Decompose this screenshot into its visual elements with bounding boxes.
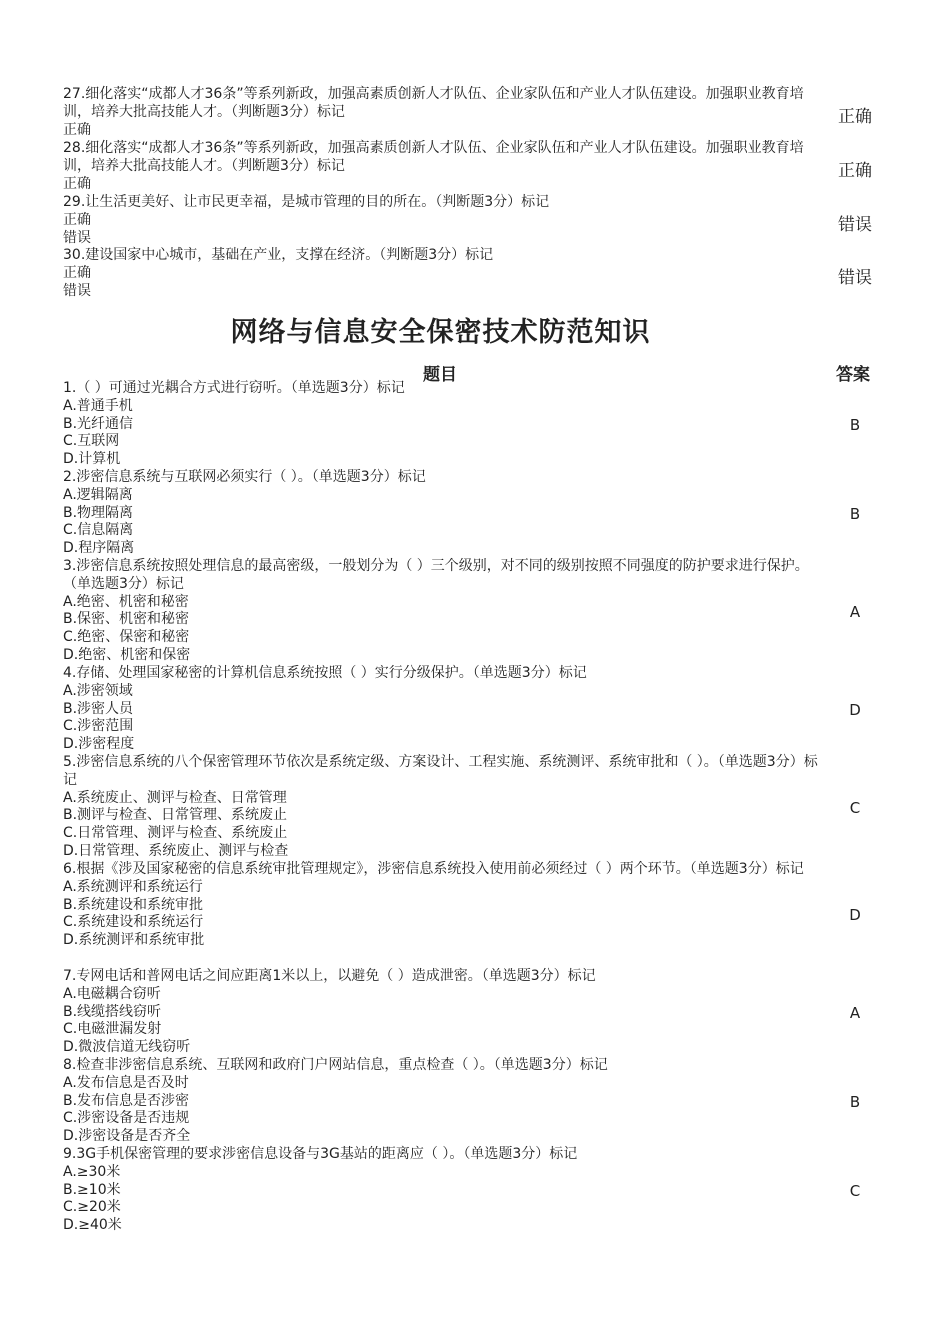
question-option: D.计算机	[63, 451, 121, 468]
question-option: B.测评与检查、日常管理、系统废止	[63, 807, 288, 824]
question-block-5	[63, 754, 818, 861]
answer-cell: D	[849, 906, 861, 924]
column-header-answer: 答案	[836, 365, 870, 385]
answer-cell: A	[849, 1004, 861, 1022]
answer-cell: C	[849, 1182, 861, 1200]
answer-cell: 正确	[838, 107, 872, 127]
question-option: D.涉密程度	[63, 736, 135, 753]
question-option: A.系统废止、测评与检查、日常管理	[63, 789, 287, 806]
answer-cell: A	[849, 603, 861, 621]
question-stem: 6.根据《涉及国家秘密的信息系统审批管理规定》，涉密信息系统投入使用前必须经过（ ）两个环节。（单选题3分）标记	[63, 861, 804, 877]
section-title: 网络与信息安全保密技术防范知识	[230, 317, 651, 348]
question-block-4	[63, 665, 818, 754]
question-option: C.涉密设备是否违规	[63, 1110, 190, 1127]
question-stem: 28.细化落实“成都人才36条”等系列新政，加强高素质创新人才队伍、企业家队伍和产业人才队伍建设。加强职业教育培训，培养大批高技能人才。（判断题3分）标记	[63, 140, 804, 174]
question-option: 正确	[63, 175, 91, 192]
question-option: D.绝密、机密和保密	[63, 646, 191, 663]
question-stem: 8.检查非涉密信息系统、互联网和政府门户网站信息，重点检查（ ）。（单选题3分）标记	[63, 1057, 608, 1073]
answer-cell: B	[849, 1093, 861, 1111]
question-stem: 27.细化落实“成都人才36条”等系列新政，加强高素质创新人才队伍、企业家队伍和产业人才队伍建设。加强职业教育培训，培养大批高技能人才。（判断题3分）标记	[63, 86, 804, 120]
question-option: A.发布信息是否及时	[63, 1074, 189, 1091]
question-option: C.信息隔离	[63, 522, 134, 539]
question-option: B.系统建设和系统审批	[63, 896, 204, 913]
question-option: B.保密、机密和秘密	[63, 611, 190, 628]
question-option: A.≥30米	[63, 1163, 121, 1180]
answer-cell: B	[849, 416, 861, 434]
question-option: A.系统测评和系统运行	[63, 878, 203, 895]
question-option: B.线缆搭线窃听	[63, 1003, 162, 1020]
question-stem: 29.让生活更美好、让市民更幸福，是城市管理的目的所在。（判断题3分）标记	[63, 194, 550, 210]
question-option: B.光纤通信	[63, 415, 134, 432]
question-block-7	[63, 968, 818, 1057]
question-option: B.≥10米	[63, 1181, 121, 1198]
question-option: A.电磁耦合窃听	[63, 985, 161, 1002]
question-block-29	[63, 194, 818, 247]
question-block-6	[63, 861, 818, 950]
question-option: 正确	[63, 264, 91, 281]
question-option: C.日常管理、测评与检查、系统废止	[63, 825, 288, 842]
answer-cell: C	[849, 799, 861, 817]
question-option: D.≥40米	[63, 1217, 122, 1234]
question-option: C.涉密范围	[63, 718, 134, 735]
question-option: A.普通手机	[63, 397, 133, 414]
question-option: D.微波信道无线窃听	[63, 1039, 191, 1056]
question-option: C.电磁泄漏发射	[63, 1021, 162, 1038]
question-option: 错误	[63, 282, 91, 299]
question-block-8	[63, 1057, 818, 1146]
question-option: D.涉密设备是否齐全	[63, 1128, 191, 1145]
answer-cell: 正确	[838, 161, 872, 181]
question-option: C.绝密、保密和秘密	[63, 629, 190, 646]
question-option: 错误	[63, 229, 91, 246]
question-block-28	[63, 140, 818, 193]
question-option: 正确	[63, 211, 91, 228]
question-option: D.程序隔离	[63, 540, 135, 557]
question-block-3	[63, 558, 818, 665]
question-option: B.发布信息是否涉密	[63, 1092, 190, 1109]
question-option: A.涉密领域	[63, 682, 133, 699]
question-block-1	[63, 380, 818, 469]
question-option: C.系统建设和系统运行	[63, 914, 204, 931]
question-stem: 9.3G手机保密管理的要求涉密信息设备与3G基站的距离应（ ）。（单选题3分）标记	[63, 1146, 578, 1162]
question-stem: 2.涉密信息系统与互联网必须实行（ ）。（单选题3分）标记	[63, 469, 426, 485]
question-option: 正确	[63, 121, 91, 138]
question-stem: 1.（ ）可通过光耦合方式进行窃听。（单选题3分）标记	[63, 380, 405, 396]
question-option: C.≥20米	[63, 1199, 121, 1216]
column-header-question: 题目	[423, 365, 457, 385]
question-option: C.互联网	[63, 433, 120, 450]
question-block-2	[63, 469, 818, 558]
question-stem: 5.涉密信息系统的八个保密管理环节依次是系统定级、方案设计、工程实施、系统测评、系统审批和（ ）。（单选题3分）标记	[63, 754, 818, 788]
answer-cell: B	[849, 505, 861, 523]
question-option: B.物理隔离	[63, 504, 134, 521]
answer-cell: 错误	[838, 215, 872, 235]
question-option: B.涉密人员	[63, 700, 134, 717]
question-block-27	[63, 86, 818, 139]
question-option: D.日常管理、系统废止、测评与检查	[63, 842, 289, 859]
question-option: A.逻辑隔离	[63, 486, 133, 503]
question-stem: 3.涉密信息系统按照处理信息的最高密级，一般划分为（ ）三个级别，对不同的级别按照不同强度的防护要求进行保护。（单选题3分）标记	[63, 558, 809, 592]
question-stem: 7.专网电话和普网电话之间应距离1米以上，以避免（ ）造成泄密。（单选题3分）标记	[63, 968, 596, 984]
question-option: D.系统测评和系统审批	[63, 932, 205, 949]
question-block-9	[63, 1146, 818, 1235]
answer-cell: D	[849, 701, 861, 719]
question-option: A.绝密、机密和秘密	[63, 593, 189, 610]
question-stem: 30.建设国家中心城市，基础在产业，支撑在经济。（判断题3分）标记	[63, 247, 494, 263]
answer-cell: 错误	[838, 268, 872, 288]
question-block-30	[63, 247, 818, 300]
question-stem: 4.存储、处理国家秘密的计算机信息系统按照（ ）实行分级保护。（单选题3分）标记	[63, 665, 587, 681]
